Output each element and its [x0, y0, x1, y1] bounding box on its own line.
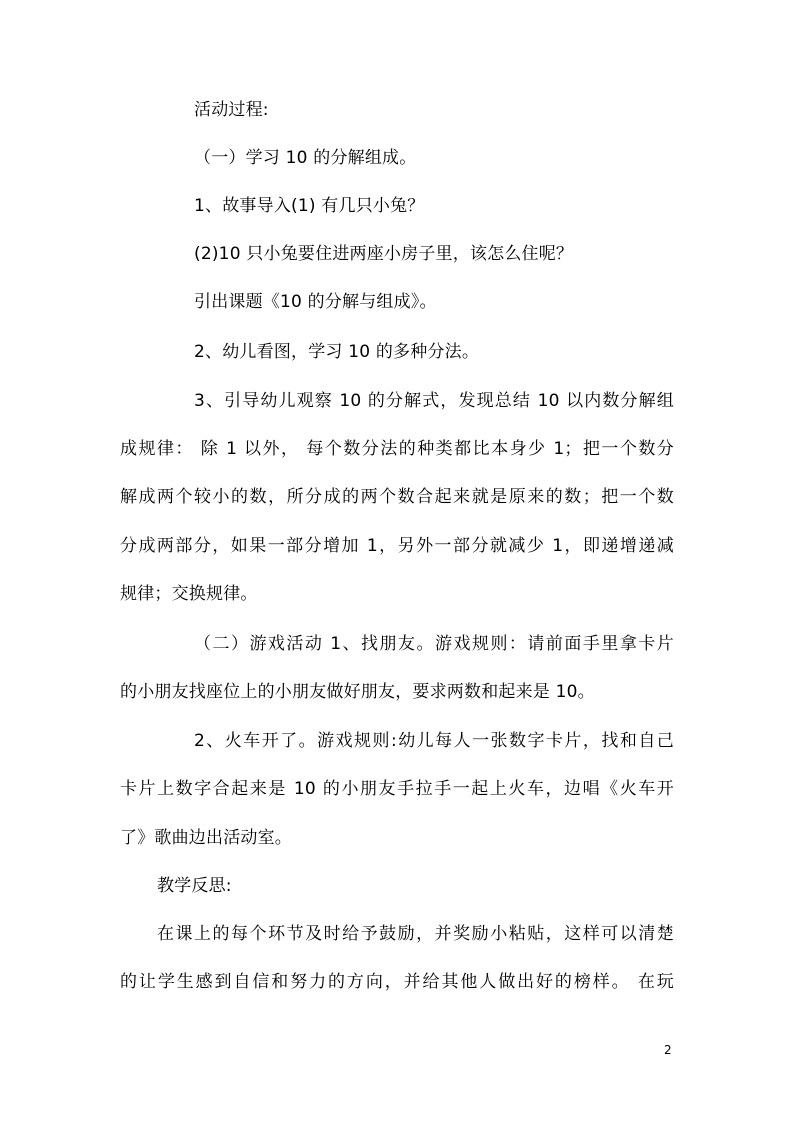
paragraph-line: 解成两个较小的数，所分成的两个数合起来就是原来的数；把一个数 [120, 487, 674, 507]
paragraph-line: 3、引导幼儿观察 10 的分解式，发现总结 10 以内数分解组 [194, 391, 674, 411]
paragraph-line: 的小朋友找座位上的小朋友做好朋友，要求两数和起来是 10。 [120, 682, 595, 702]
paragraph-line: 1、故事导入(1) 有几只小兔？ [194, 196, 425, 216]
paragraph-line: 了》歌曲边出活动室。 [120, 828, 292, 848]
paragraph-line: 分成两部分，如果一部分增加 1，另外一部分就减少 1，即递增递减 [120, 536, 674, 556]
page-number: 2 [664, 1043, 672, 1057]
paragraph-line: 引出课题《10 的分解与组成》。 [194, 292, 437, 312]
heading-activity-process: 活动过程: [194, 100, 269, 120]
paragraph-line: 在课上的每个环节及时给予鼓励，并奖励小粘贴，这样可以清楚 [157, 924, 674, 944]
paragraph-line: 2、幼儿看图，学习 10 的多种分法。 [194, 342, 480, 362]
paragraph-line: 2、火车开了。游戏规则:幼儿每人一张数字卡片，找和自己 [194, 731, 674, 751]
paragraph-line: 规律；交换规律。 [120, 584, 258, 604]
paragraph-line: (2)10 只小兔要住进两座小房子里，该怎么住呢？ [194, 244, 574, 264]
paragraph-line: 的让学生感到自信和努力的方向，并给其他人做出好的榜样。 在玩 [120, 972, 674, 992]
paragraph-line: 成规律： 除 1 以外， 每个数分法的种类都比本身少 1；把一个数分 [120, 439, 674, 459]
heading-teaching-reflection: 教学反思: [157, 876, 232, 896]
paragraph-line: 卡片上数字合起来是 10 的小朋友手拉手一起上火车，边唱《火车开 [120, 779, 674, 799]
section-heading-1: （一）学习 10 的分解组成。 [194, 148, 417, 168]
section-heading-2: （二）游戏活动 1、找朋友。游戏规则：请前面手里拿卡片 [194, 634, 674, 654]
